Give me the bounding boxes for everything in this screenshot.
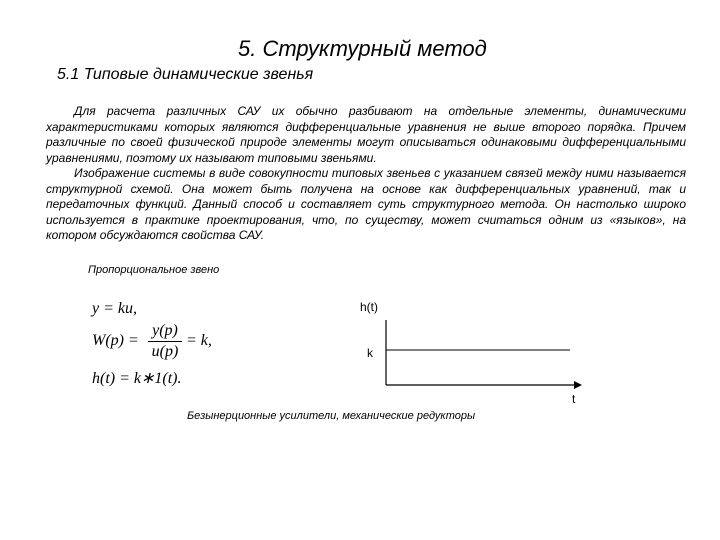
formula-step-response: h(t) = k∗1(t). <box>92 370 182 387</box>
fraction-denominator: u(p) <box>151 343 179 360</box>
page-title: 5. Структурный метод <box>238 36 487 61</box>
graph-level-label: k <box>367 346 373 360</box>
link-type-label: Пропорциональное звено <box>88 264 220 276</box>
paragraph-intro <box>46 104 686 166</box>
section-subtitle: 5.1 Типовые динамические звенья <box>57 66 314 83</box>
fraction-bar <box>148 341 182 342</box>
graph-y-axis-label: h(t) <box>360 300 378 314</box>
transfer-function-rhs: = k, <box>186 332 212 349</box>
paragraph-structure <box>46 166 686 244</box>
x-axis-arrow-icon <box>574 381 582 389</box>
formula-transfer-function <box>92 322 252 364</box>
paragraph-structure-text: Изображение системы в виде совокупности типовых звеньев с указанием связей между ними называется структурной схемой. Она может быть получена на основе как дифференциальных уравнений, так и передаточных функций. Данный способ и составляет суть структурного метода. Он настолько широко используется в практике проектирования, что, по существу, может считаться одним из «языков», на котором обсуждаются свойства САУ. <box>46 166 686 242</box>
paragraph-intro-text: Для расчета различных САУ их обычно разбивают на отдельные элементы, динамическими характеристиками которых являются дифференциальные уравнения не выше второго порядка. Причем различные по своей физической природе элементы могут описываться одинаковыми дифференциальными уравнениями, поэтому их называют типовыми звеньями. <box>46 104 686 165</box>
fraction-numerator: y(p) <box>152 322 178 339</box>
step-response-graph <box>370 318 582 390</box>
formula-output: y = ku, <box>92 300 137 317</box>
examples-caption: Безынерционные усилители, механические редукторы <box>187 410 476 422</box>
graph-x-axis-label: t <box>572 392 576 406</box>
transfer-function-fraction <box>148 322 182 361</box>
transfer-function-lhs: W(p) = <box>92 332 139 349</box>
